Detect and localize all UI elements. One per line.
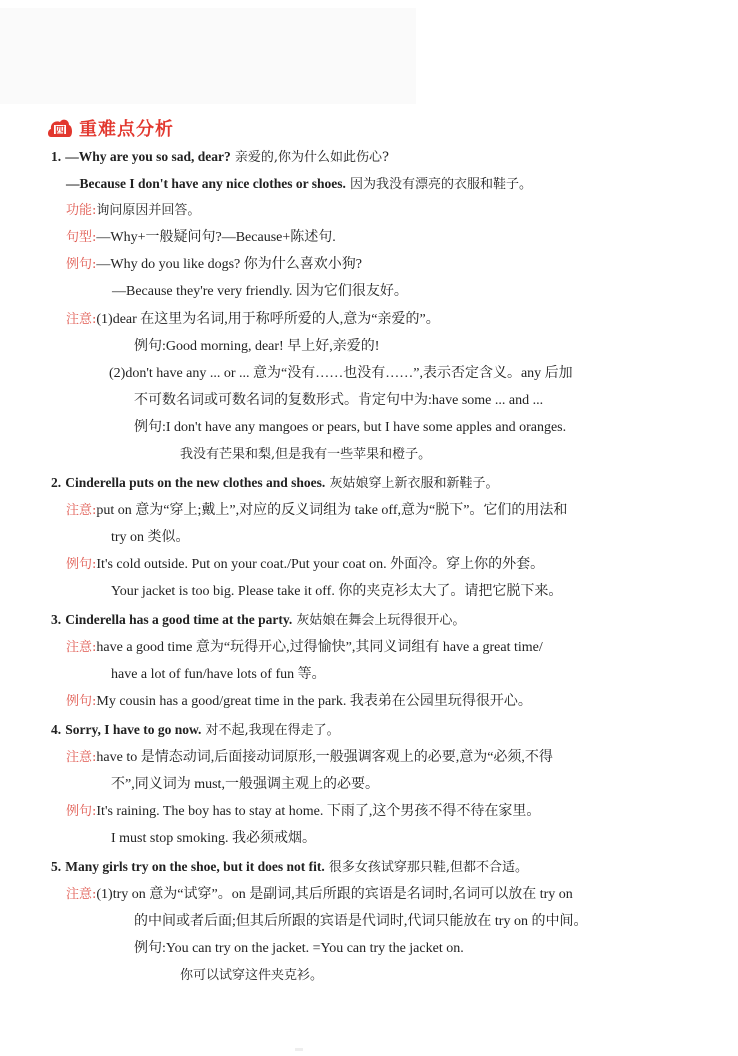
function-label: 功能: xyxy=(66,203,97,218)
item-1-example-a: —Because they're very friendly. 因为它们很友好。 xyxy=(112,284,408,299)
example-label: 例句: xyxy=(66,804,97,819)
item-5-note-example-en: 例句:You can try on the jacket. =You can try the jacket on. xyxy=(134,941,464,956)
item-4-example-1: 例句:It's raining. The boy has to stay at home. 下雨了,这个男孩不得不待在家里。 xyxy=(66,804,541,819)
section-header xyxy=(47,113,174,143)
top-blank-area xyxy=(0,8,416,104)
item-1-note-2-line-1: (2)don't have any ... or ... 意为“没有……也没有……”,表示否定含义。any 后加 xyxy=(109,366,573,381)
item-3-example-1: 例句:My cousin has a good/great time in the park. 我表弟在公园里玩得很开心。 xyxy=(66,694,532,709)
item-4-example-2: I must stop smoking. 我必须戒烟。 xyxy=(111,831,316,846)
item-5-note-line-2: 的中间或者后面;但其后所跟的宾语是代词时,代词只能放在 try on 的中间。 xyxy=(134,914,588,929)
example-label: 例句: xyxy=(66,694,97,709)
cloud-badge-icon xyxy=(47,117,73,139)
section-title: 重难点分析 xyxy=(79,119,174,140)
item-1-pattern: 句型:—Why+一般疑问句?—Because+陈述句. xyxy=(66,230,336,245)
item-2-example-1: 例句:It's cold outside. Put on your coat./Put your coat on. 外面冷。穿上你的外套。 xyxy=(66,557,545,572)
item-1-note-1: 注意:(1)dear 在这里为名词,用于称呼所爱的人,意为“亲爱的”。 xyxy=(66,312,440,327)
item-1-question: 1. —Why are you so sad, dear? 亲爱的,你为什么如此伤心? xyxy=(51,149,390,165)
item-1-answer: —Because I don't have any nice clothes or shoes. 因为我没有漂亮的衣服和鞋子。 xyxy=(66,176,533,192)
item-1-note-2-line-2: 不可数名词或可数名词的复数形式。肯定句中为:have some ... and ... xyxy=(134,393,544,408)
item-2-sentence: 2. Cinderella puts on the new clothes and shoes. 灰姑娘穿上新衣服和新鞋子。 xyxy=(51,475,499,491)
note-label: 注意: xyxy=(66,640,97,655)
note-label: 注意: xyxy=(66,503,97,518)
example-label: 例句: xyxy=(66,557,97,572)
note-label: 注意: xyxy=(66,312,97,327)
item-1-example-q: 例句:—Why do you like dogs? 你为什么喜欢小狗? xyxy=(66,257,362,272)
item-4-note-line-2: 不”,同义词为 must,一般强调主观上的必要。 xyxy=(111,777,379,792)
note-label: 注意: xyxy=(66,887,97,902)
item-3-note-line-2: have a lot of fun/have lots of fun 等。 xyxy=(111,667,326,682)
note-label: 注意: xyxy=(66,750,97,765)
badge-number: 四 xyxy=(55,126,65,137)
item-5-note-line-1: 注意:(1)try on 意为“试穿”。on 是副词,其后所跟的宾语是名词时,名词可以放在 try on xyxy=(66,887,573,902)
item-1-note-2-example-en: 例句:I don't have any mangoes or pears, but I have some apples and oranges. xyxy=(134,420,567,435)
item-3-note-line-1: 注意:have a good time 意为“玩得开心,过得愉快”,其同义词组有 have a great time/ xyxy=(66,640,543,655)
item-3-sentence: 3. Cinderella has a good time at the party. 灰姑娘在舞会上玩得很开心。 xyxy=(51,612,466,628)
page-mark xyxy=(295,1048,303,1051)
example-label: 例句: xyxy=(66,257,97,272)
item-1-note-2-example-zh: 我没有芒果和梨,但是我有一些苹果和橙子。 xyxy=(180,447,432,462)
item-4-sentence: 4. Sorry, I have to go now. 对不起,我现在得走了。 xyxy=(51,722,340,738)
item-5-note-example-zh: 你可以试穿这件夹克衫。 xyxy=(180,968,324,983)
item-5-sentence: 5. Many girls try on the shoe, but it does not fit. 很多女孩试穿那只鞋,但都不合适。 xyxy=(51,859,529,875)
item-2-note-line-1: 注意:put on 意为“穿上;戴上”,对应的反义词组为 take off,意为“脱下”。它们的用法和 xyxy=(66,503,568,518)
item-2-note-line-2: try on 类似。 xyxy=(111,530,190,545)
item-2-example-2: Your jacket is too big. Please take it off. 你的夹克衫太大了。请把它脱下来。 xyxy=(111,584,563,599)
item-1-note-1-example: 例句:Good morning, dear! 早上好,亲爱的! xyxy=(134,339,380,354)
item-1-function: 功能:询问原因并回答。 xyxy=(66,203,201,218)
item-4-note-line-1: 注意:have to 是情态动词,后面接动词原形,一般强调客观上的必要,意为“必须,不得 xyxy=(66,750,553,765)
pattern-label: 句型: xyxy=(66,230,97,245)
